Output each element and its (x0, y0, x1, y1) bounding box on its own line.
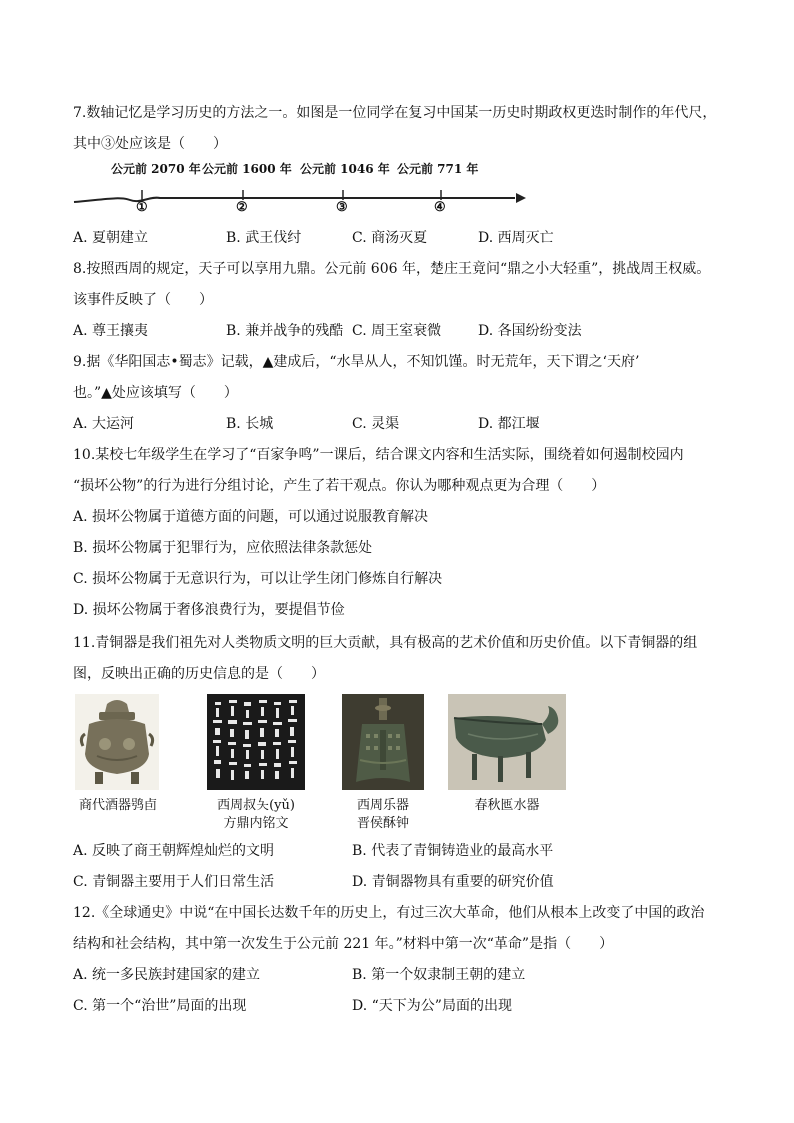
image-caption-1 (68, 797, 168, 815)
q12-stem-line2: 结构和社会结构，其中第一次发生于公元前 221 年。”材料中第一次“革命”是指（ ） (73, 936, 614, 952)
timeline-label-4: 公元前 771 年 (397, 162, 479, 176)
q10-option-a[interactable]: A. 损坏公物属于道德方面的问题，可以通过说服教育解决 (73, 509, 429, 525)
image-caption-3-line1: 西周乐器 (356, 798, 409, 813)
timeline-label-1: 公元前 2070 年 (111, 162, 201, 176)
timeline-point-4: ④ (434, 200, 446, 215)
q11-option-d[interactable]: D. 青铜器物具有重要的研究价值 (352, 874, 554, 890)
bronze-bell-icon (342, 694, 424, 790)
image-caption-2-line1: 西周叔夨(yǔ) (217, 798, 295, 813)
q8-option-b[interactable]: B. 兼并战争的残酷 (226, 323, 344, 339)
q12-option-d[interactable]: D. “天下为公”局面的出现 (352, 998, 512, 1014)
image-caption-3 (333, 797, 433, 833)
q12-option-c[interactable]: C. 第一个“治世”局面的出现 (73, 998, 247, 1014)
q9-option-c[interactable]: C. 灵渠 (352, 416, 400, 432)
q7-stem-line1: 7.数轴记忆是学习历史的方法之一。如图是一位同学在复习中国某一历史时期政权更迭时制作的年代尺， (73, 105, 717, 121)
q7-option-a[interactable]: A. 夏朝建立 (73, 230, 149, 246)
q8-option-c[interactable]: C. 周王室衰微 (352, 323, 442, 339)
q9-stem-line2: 也。”▲处应该填写（ ） (73, 385, 238, 401)
timeline-point-2: ② (236, 200, 248, 215)
q7-option-d[interactable]: D. 西周灭亡 (478, 230, 554, 246)
q8-option-a[interactable]: A. 尊王攘夷 (73, 323, 149, 339)
image-caption-2-line2: 方鼎内铭文 (223, 816, 289, 831)
timeline-point-1: ① (136, 200, 148, 215)
bronze-water-vessel-icon (448, 694, 566, 790)
q8-option-d[interactable]: D. 各国纷纷变法 (478, 323, 582, 339)
timeline-label-2: 公元前 1600 年 (202, 162, 292, 176)
timeline-label-3: 公元前 1046 年 (300, 162, 390, 176)
q8-stem-line2: 该事件反映了（ ） (73, 292, 213, 308)
timeline-point-3: ③ (336, 200, 348, 215)
q7-stem-line2: 其中③处应该是（ ） (73, 136, 227, 152)
image-caption-3-line2: 晋侯酥钟 (356, 816, 409, 831)
image-caption-2 (198, 797, 314, 833)
q7-option-c[interactable]: C. 商汤灭夏 (352, 230, 428, 246)
q11-option-c[interactable]: C. 青铜器主要用于人们日常生活 (73, 874, 275, 890)
q12-option-a[interactable]: A. 统一多民族封建国家的建立 (73, 967, 261, 983)
q10-stem-line2: “损坏公物”的行为进行分组讨论，产生了若干观点。你认为哪种观点更为合理（ ） (73, 478, 606, 494)
q8-stem-line1: 8.按照西周的规定，天子可以享用九鼎。公元前 606 年，楚庄王竟问“鼎之小大轻重”，挑战周王权威。 (73, 261, 711, 277)
bronze-wine-vessel-icon (75, 694, 159, 790)
q9-option-d[interactable]: D. 都江堰 (478, 416, 540, 432)
image-caption-4-line1: 春秋匜水器 (474, 798, 540, 813)
bronze-inscription-rubbing-icon (207, 694, 305, 790)
q12-stem-line1: 12.《全球通史》中说“在中国长达数千年的历史上，有过三次大革命，他们从根本上改变了中国的政治 (73, 905, 705, 921)
q11-stem-line2: 图，反映出正确的历史信息的是（ ） (73, 666, 325, 682)
image-caption-4 (455, 797, 559, 815)
q12-option-b[interactable]: B. 第一个奴隶制王朝的建立 (352, 967, 526, 983)
q10-option-b[interactable]: B. 损坏公物属于犯罪行为，应依照法律条款惩处 (73, 540, 373, 556)
q10-option-c[interactable]: C. 损坏公物属于无意识行为，可以让学生闭门修炼自行解决 (73, 571, 443, 587)
q9-stem-line1: 9.据《华阳国志•蜀志》记载，▲建成后，“水旱从人，不知饥馑。时无荒年，天下谓之‘天府’ (73, 354, 640, 370)
q10-option-d[interactable]: D. 损坏公物属于奢侈浪费行为，要提倡节俭 (73, 602, 345, 618)
q11-option-b[interactable]: B. 代表了青铜铸造业的最高水平 (352, 843, 554, 859)
image-caption-1-line1: 商代酒器鸮卣 (78, 798, 157, 813)
q7-option-b[interactable]: B. 武王伐纣 (226, 230, 302, 246)
q10-stem-line1: 10.某校七年级学生在学习了“百家争鸣”一课后，结合课文内容和生活实际，围绕着如何遏制校园内 (73, 447, 684, 463)
q11-stem-line1: 11.青铜器是我们祖先对人类物质文明的巨大贡献，具有极高的艺术价值和历史价值。以下青铜器的组 (73, 635, 698, 651)
q11-option-a[interactable]: A. 反映了商王朝辉煌灿烂的文明 (73, 843, 275, 859)
q9-option-a[interactable]: A. 大运河 (73, 416, 135, 432)
q9-option-b[interactable]: B. 长城 (226, 416, 274, 432)
